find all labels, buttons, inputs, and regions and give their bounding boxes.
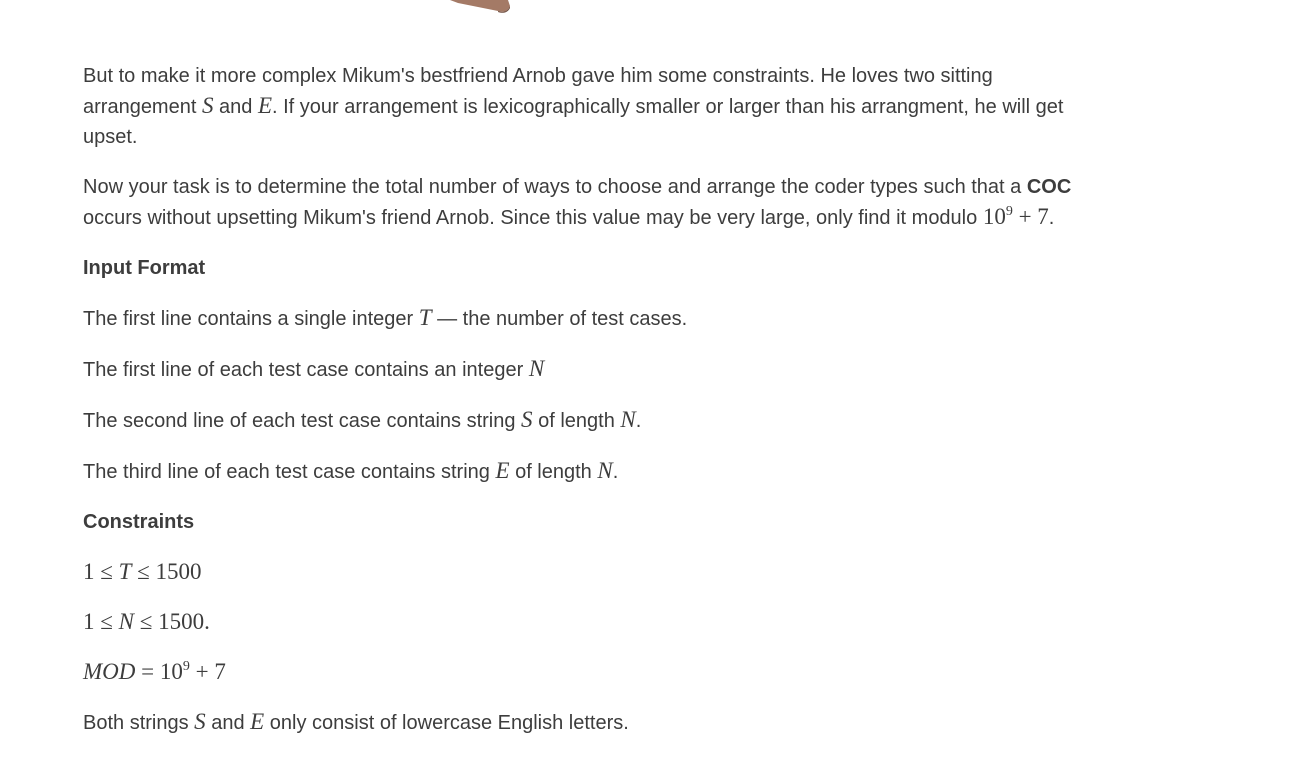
bold-term-coc: COC [1026,176,1072,198]
constraints-heading: Constraints [83,511,195,533]
math-var-n: N [528,356,545,381]
text: Now your task is to determine the total number of ways to choose and arrange the coder types such that a [83,176,1027,198]
math-var-t: T [418,305,432,330]
math-var-n: N [620,407,636,432]
input-line-1: The first line contains a single integer T — the number of test cases. [83,305,688,330]
math-var-e: E [250,709,265,734]
text: . [1048,207,1055,229]
input-line-3: The second line of each test case contains string S of length N. [83,407,642,432]
math-var-s: S [194,709,206,734]
input-line-4: The third line of each test case contains string E of length N. [83,458,619,483]
math-var-n: N [597,458,613,483]
constraint-mod: MOD = $10^9 + 7$ [83,659,226,684]
constraint-n: 1 ≤ N ≤ 1500. [83,609,210,634]
paragraph-task [83,172,1103,233]
math-modulo: $10^9 + 7$ [982,204,1049,229]
math-var-s: S [201,93,214,118]
text: . If your arrangement is lexicographically smaller or larger than his arrangment, he will get upset. [83,96,1064,148]
text: occurs without upsetting Mikum's friend Arnob. Since this value may be very large, only find it modulo [83,207,983,229]
math-var-e: E [257,93,273,118]
constraint-strings: Both strings S and E only consist of lowercase English letters. [83,709,629,734]
text: and [213,96,258,118]
paragraph-constraints-intro [83,61,1103,152]
input-format-heading: Input Format [83,257,206,279]
text: But to make it more complex Mikum's bestfriend Arnob gave him some constraints. He loves two sitting arrangement [83,65,993,118]
illustration-fragment [448,0,512,14]
math-var-e: E [495,458,510,483]
math-var-s: S [521,407,533,432]
input-line-2: The first line of each test case contains an integer N [83,356,545,381]
problem-statement [83,61,1103,758]
constraint-t: 1 ≤ T ≤ 1500 [83,559,202,584]
